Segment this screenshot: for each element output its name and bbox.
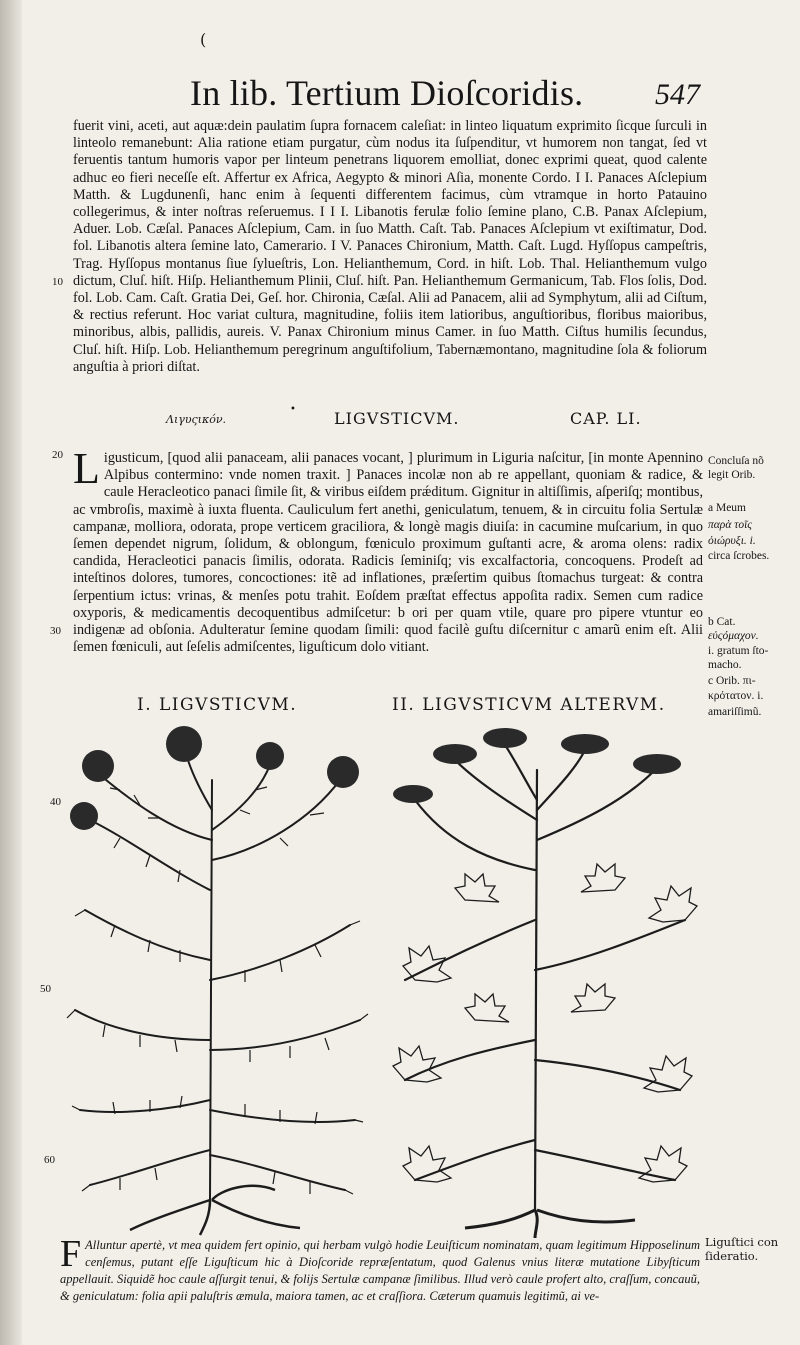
commentary-text: Alluntur apertè, vt mea quidem fert opinio, qui herbam vulgò hodie Leuiſticum nominatam, quam legitimum Hipposelinum cenſemus, putant eſſe Liguſticum hic à Dioſcoride repræſentatum, quod Galenus vnius literæ mutatione Libyſticum appellauit. Siquidẽ hoc caule aſſurgit tenui, & folijs Sertulæ campanæ ſimilibus. Illud verò caule profert alto, craſſum, concauũ, & geniculatum: folia apii paluſtris æmula, maiora tamen, ac et craſſiora. Cæterum quamuis legitimũ, ai ve- [60, 1238, 700, 1303]
side-note: παρὰ τοῖς [708, 519, 752, 531]
woodcut-ligusticum-alterum [385, 720, 705, 1240]
side-note: legit Orib. [708, 469, 756, 481]
chapter-title: LIGVSTICVM. [334, 409, 460, 428]
line-number: 10 [52, 276, 63, 288]
plant-illustration-right [385, 720, 705, 1240]
drop-cap: F [60, 1237, 82, 1275]
figure-caption-right: II. LIGVSTICVM ALTERVM. [392, 695, 666, 715]
side-note: b Cat. [708, 616, 736, 628]
side-note: a Meum [708, 502, 747, 514]
woodcut-ligusticum [60, 720, 376, 1240]
ornament-dot: • [290, 404, 296, 415]
corner-mark: ( [200, 30, 207, 49]
line-number: 20 [52, 449, 63, 461]
line-number: 40 [50, 796, 61, 808]
line-number: 50 [40, 983, 51, 995]
running-title: In lib. Tertium Dioſcoridis. [190, 73, 584, 113]
line-number: 30 [50, 625, 61, 637]
side-note: ὀιώρυξι. i. [708, 535, 756, 547]
side-note: εὐςόμαχον. [708, 630, 759, 642]
side-note: amariſſimũ. [708, 706, 762, 718]
side-note: circa ſcrobes. [708, 550, 770, 562]
chapter-number: CAP. LI. [570, 409, 642, 428]
side-note: macho. [708, 659, 742, 671]
side-note: i. gratum ſto- [708, 645, 769, 657]
page-number: 547 [655, 78, 700, 111]
drop-cap: L [73, 450, 100, 493]
side-note: c Orib. πι- [708, 675, 756, 687]
main-text: igusticum, [quod alii panaceam, alii panaces vocant, ] plurimum in Liguria naſcitur, [in monte Apennino Alpibus contermino: vnde nomen traxit. ] Panaces incolæ non ab re appellant, quoniam & radice, & caule Heracleotico panaci ſimile ſit, & viribus eiſdem prǽditum. Gignitur in altiſſimis, aſperiſq; montibus, ac vmbroſis, maximè à iuxta fluenta. Cauliculum fert anethi, geniculatum, tenuem, & in circuitu folia Sertulæ campanæ, molliora, odorata, prope verticem graciliora, & longè magis diuiſa: in cacumine muſcarium, in quo ſemen dependet nigrum, ſolidum, & oblongum, fœniculo proximum guſtanti acre, & aroma olens: radix candida, Heracleotici panacis ſimilis, odorata. Radicis ſeminiſq; vis excalfactoria, concoquens. Prodeſt ad inteſtinos dolores, tumores, concoctiones: itẽ ad inflationes, præſertim quibus ſtomachus turgeat: & contra ſerpentium ictus: vrinas, & menſes potu trahit. Eoſdem præſtat effectus appoſita radix. Semen cum radice oxyporis, & medicamentis decoquentibus admiſcetur: b ori per quam vtile, quare pro pipere vtuntur eo indigenæ ad obſonia. Adulteratur ſemine quodam ſimili: quod facilè guſtu diſcernitur c amarũ enim eſt. Alii ſemen fœniculi, aut ſeſelis admiſcentes, liguſticum dolo vitiant. [73, 450, 703, 656]
gutter-shadow [0, 0, 22, 1345]
side-note: κρότατον. i. [708, 690, 764, 702]
figure-caption-left: I. LIGVSTICVM. [137, 695, 298, 715]
side-note-bottom: Liguſtici con ſideratio. [705, 1235, 779, 1263]
commentary-text: fuerit vini, aceti, aut aquæ:dein paulatim ſupra fornacem caleſiat: in linteo liquatum exprimito ſicque ſurculi in linteolo remanebunt: Alia ratione etiam purgatur, cùm nodus ita ſuſpenditur, vt humorem non tangat, ſed vt feruentis tantum humoris vapor per linteum penetrans liquorem emolliat, donec exprimi queat, quod calente adhuc eo fieri neceſſe eſt. Affertur ex Africa, Aegypto & minori Aſia, monente Cordo. I I. Panaces Aſclepium Matth. & Lugdunenſi, hanc enim à ſequenti differentem facimus, cùm vtramque in horto Patauino collegerimus, & inter noſtras reſeruemus. I I I. Libanotis ferulæ folio ſemine plano, C.B. Panax Aſclepium, Aduer. Lob. Cæſal. Panaces Aſclepium, Cam. in ſuo Matth. Caſt. Tab. Panaces Aſclepium vt exiſtimatur, Dod. fol. Libanotis altera ſemine lato, Camerario. I V. Panaces Chironium, Matth. Caſt. Lugd. Hyſſopus campeſtris, Trag. Hyſſopus montanus ſiue ſylueſtris, Lon. Helianthemum, Cord. in hiſt. Lob. Thal. Helianthemum vulgo dictum, Cluſ. hiſt. Hiſp. Helianthemum Plinii, Cluſ. hiſt. Pan. Helianthemum Germanicum, Tab. Flos ſolis, Dod. fol. Lob. Cam. Caſt. Gratia Dei, Geſ. hor. Chironia, Cæſal. Alii ad Panacem, alii ad Symphytum, alii ad Ciſtum, & rectius referunt. Hoc variat cultura, magnitudine, foliis item latioribus, anguſtioribus, floribus maioribus, minoribus, albis, pallidis, aureis. V. Panax Chironium minus Camer. in ſuo Matth. Ciſtus humilis ſecundus, Cluſ. hiſt. Hiſp. Lob. Helianthemum peregrinum anguſtifolium, Tabernæmontano, magnitudine ſola & foliorum anguſtia à priori diſtat. [73, 118, 707, 375]
commentary-paragraph-bottom [60, 1237, 700, 1337]
line-number: 60 [44, 1154, 55, 1166]
plant-illustration-left [60, 720, 376, 1240]
commentary-paragraph-top [73, 118, 707, 408]
main-text-paragraph [73, 450, 703, 682]
greek-name: Λιγυςικόν. [166, 413, 227, 426]
side-note: Concluſa nõ [708, 455, 764, 467]
